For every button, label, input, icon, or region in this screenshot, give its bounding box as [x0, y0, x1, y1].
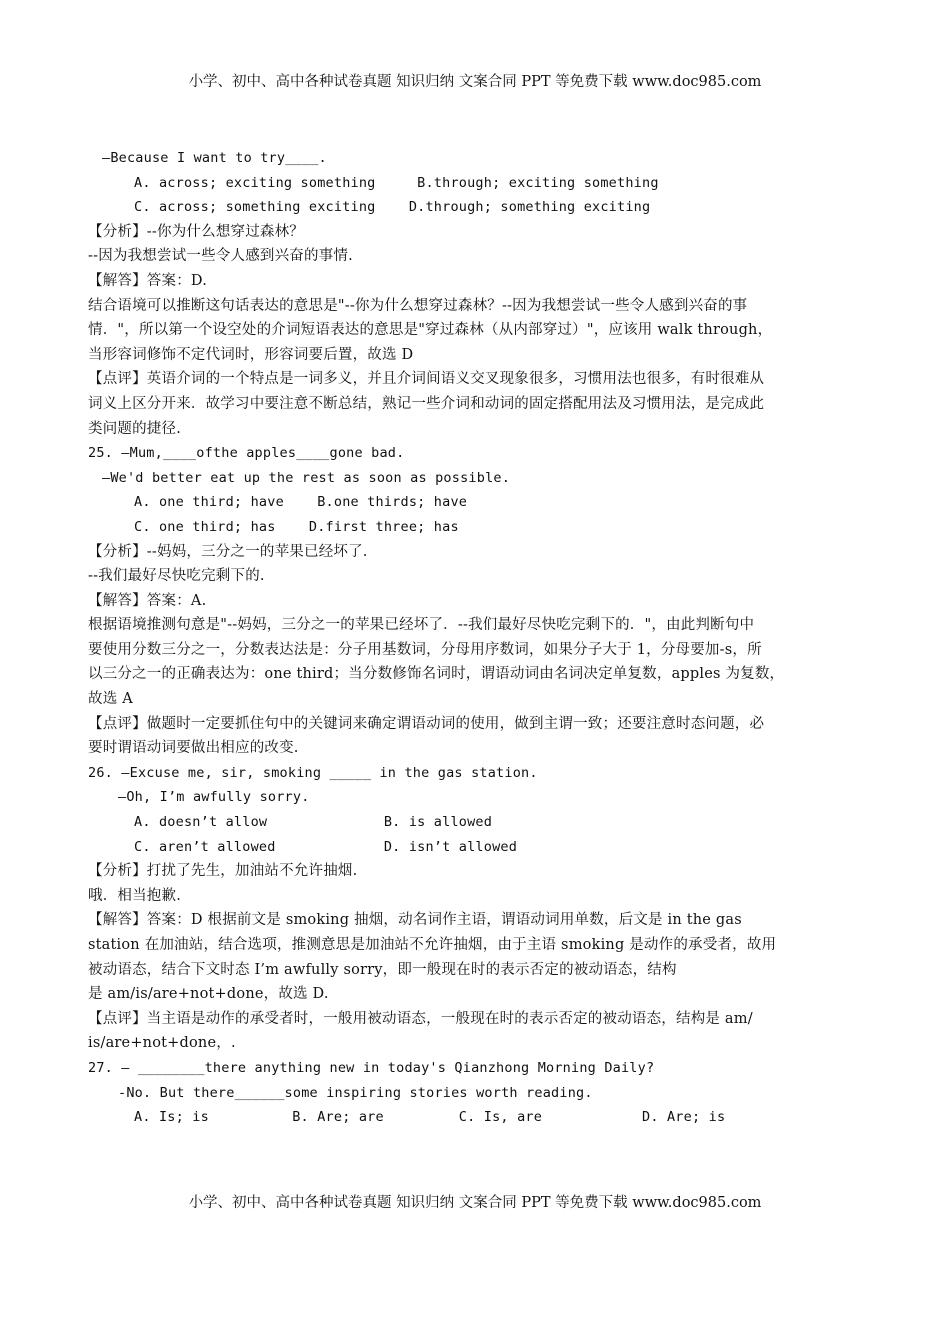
q24-solution-text-1: 结合语境可以推断这句话表达的意思是"--你为什么想穿过森林？--因为我想尝试一些令人感到兴奋的事: [88, 297, 748, 314]
q25-options-cd: C. one third; has D.first three; has: [134, 518, 459, 535]
q27-reply: -No. But there______some inspiring stories worth reading.: [118, 1084, 593, 1101]
q27-options: A. Is; is B. Are; are C. Is, are D. Are; is: [134, 1109, 726, 1126]
q26-solution-text-4: 是 am/is/are+not+done，故选 D.: [88, 986, 329, 1003]
q26-question: 26. —Excuse me, sir, smoking _____ in the gas station.: [88, 764, 538, 781]
q24-analysis-2: --因为我想尝试一些令人感到兴奋的事情.: [88, 248, 353, 265]
q26-comment-1: 【点评】当主语是动作的承受者时，一般用被动语态，一般现在时的表示否定的被动语态，结构是 am/: [88, 1010, 753, 1027]
q25-solution-text-3: 以三分之一的正确表达为：one third；当分数修饰名词时，谓语动词由名词决定单复数，apples 为复数，: [88, 666, 785, 683]
page-footer: 小学、初中、高中各种试卷真题 知识归纳 文案合同 PPT 等免费下载 www.doc985.com: [188, 1195, 762, 1211]
q25-comment-2: 要时谓语动词要做出相应的改变.: [88, 740, 299, 757]
q26-options-ab: A. doesn’t allow B. is allowed: [134, 814, 493, 831]
q26-options-cd: C. aren’t allowed D. isn’t allowed: [134, 838, 518, 855]
q24-solution-text-3: 当形容词修饰不定代词时，形容词要后置，故选 D: [88, 346, 414, 363]
q26-solution-text-3: 被动语态，结合下文时态 I’m awfully sorry，即一般现在时的表示否定的被动语态，结构: [88, 961, 677, 978]
q25-comment-1: 【点评】做题时一定要抓住句中的关键词来确定谓语动词的使用，做到主谓一致；还要注意时态问题，必: [88, 715, 765, 732]
q24-analysis: 【分析】--你为什么想穿过森林？: [88, 223, 304, 240]
q26-reply: —Oh, I’m awfully sorry.: [118, 789, 310, 806]
q25-solution: 【解答】答案：A.: [88, 592, 207, 609]
q25-solution-text-4: 故选 A: [88, 691, 133, 708]
q27-question: 27. — ________there anything new in today's Qianzhong Morning Daily?: [88, 1059, 655, 1076]
q24-comment-2: 词义上区分开来．故学习中要注意不断总结，熟记一些介词和动词的固定搭配用法及习惯用法，是完成此: [88, 395, 765, 412]
q25-solution-text-2: 要使用分数三分之一，分数表达法是：分子用基数词，分母用序数词，如果分子大于 1，分母要加-s，所: [88, 641, 762, 658]
q25-analysis: 【分析】--妈妈，三分之一的苹果已经坏了.: [88, 543, 368, 560]
q26-solution-text-1: 【解答】答案：D 根据前文是 smoking 抽烟，动名词作主语，谓语动词用单数，后文是 in the gas: [88, 912, 742, 929]
q25-options-ab: A. one third; have B.one thirds; have: [134, 494, 468, 511]
q24-options-cd: C. across; something exciting D.through; something exciting: [134, 199, 651, 216]
q25-question: 25. —Mum,____ofthe apples____gone bad.: [88, 445, 405, 462]
document-body: [88, 146, 868, 1130]
q24-comment-3: 类问题的捷径.: [88, 420, 182, 437]
q24-answer-line: —Because I want to try____.: [102, 150, 327, 166]
q24-options-ab: A. across; exciting something B.through; exciting something: [134, 174, 659, 191]
q25-reply: —We'd better eat up the rest as soon as possible.: [102, 469, 511, 486]
q24-solution-text-2: 情．"，所以第一个设空处的介词短语表达的意思是"穿过森林（从内部穿过）"，应该用 walk through，: [88, 322, 773, 339]
q26-comment-2: is/are+not+done，.: [88, 1035, 236, 1052]
q25-analysis-2: --我们最好尽快吃完剩下的.: [88, 568, 265, 585]
page-header: 小学、初中、高中各种试卷真题 知识归纳 文案合同 PPT 等免费下载 www.doc985.com: [188, 74, 762, 90]
q26-solution-text-2: station 在加油站，结合选项，推测意思是加油站不允许抽烟，由于主语 smoking 是动作的承受者，故用: [88, 937, 777, 953]
q25-solution-text-1: 根据语境推测句意是"--妈妈，三分之一的苹果已经坏了．--我们最好尽快吃完剩下的．"，由此判断句中: [88, 617, 755, 634]
q26-analysis: 【分析】打扰了先生，加油站不允许抽烟.: [88, 863, 358, 880]
q24-comment-1: 【点评】英语介词的一个特点是一词多义，并且介词间语义交叉现象很多，习惯用法也很多，有时很难从: [88, 371, 765, 388]
q26-analysis-2: 哦．相当抱歉.: [88, 887, 182, 904]
q24-solution: 【解答】答案：D.: [88, 272, 208, 289]
